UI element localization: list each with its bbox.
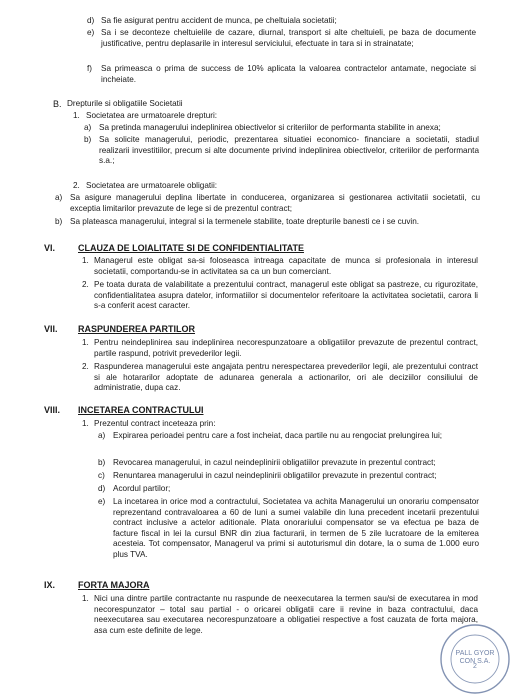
item-text: Sa asigure managerului deplina libertate in conducerea, organizarea si gestionarea activitatii societatii, cu exceptia limitarilor prevazute de lege si de prezentul contract;	[70, 193, 480, 213]
stamp-text-line: PALL GYOR	[455, 650, 495, 657]
item-text: Expirarea perioadei pentru care a fost incheiat, daca partile nu au rengociat prelungirea lui;	[113, 431, 443, 440]
item-text: Renuntarea managerului in cazul neindeplinirii obligatiilor prevazute in prezentul contract;	[113, 471, 437, 480]
item-text: Pe toata durata de valabilitate a prezentului contract, managerul este obligat sa pastreze, cu rigurozitate, confidentialitatea asupra datelor, informatiilor si documentelor referitoare la activitatea societatii, carora li s-a conferit acest caracter.	[94, 280, 478, 311]
section-title: FORTA MAJORA	[78, 580, 150, 590]
item-text: Sa i se deconteze cheltuielile de cazare, diurnal, transport si alte cheltuieli, pe baza de documente justificative, pentru deplasarile in interesul serviciului, efectuate in tara si in strainatate;	[101, 28, 476, 48]
item-label: e)	[98, 497, 106, 506]
item-text: Prezentul contract inceteaza prin:	[94, 419, 216, 428]
company-stamp	[438, 622, 512, 696]
item-label: a)	[98, 431, 106, 440]
item-label: e)	[87, 28, 95, 37]
item-label: f)	[87, 64, 93, 73]
item-label: 2.	[82, 280, 89, 289]
item-label: 1.	[82, 594, 89, 603]
item-text: Sa pretinda managerului indeplinirea obiectivelor si criteriilor de performanta stabilite in anexa;	[99, 123, 441, 132]
item-text: Societatea are urmatoarele obligatii:	[86, 181, 218, 190]
item-label: b)	[98, 458, 106, 467]
item-text: Nici una dintre partile contractante nu raspunde de neexecutarea la termen sau/si de executarea in mod necorespunzator – total sau partial - o oricarei obligatii care ii revine in baza contractului, daca neexecutarea sau executarea necorespunzatoare a obligatiei respective a fost cauzata de forta majora, asa cum este definite de lege.	[94, 594, 478, 635]
item-text: Sa solicite managerului, periodic, prezentarea situatiei economico- financiare a societatii, stadiul realizarii investitiilor, precum si alte documente privind indeplinirea obiectivelor, criteriilor de performanta s.a.;	[99, 135, 479, 166]
stamp-text-line: CON S.A.	[459, 658, 491, 665]
item-text: Sa primeasca o prima de success de 10% aplicata la valoarea contractelor antamate, negociate si incheiate.	[101, 64, 476, 84]
item-text: Sa plateasca managerului, integral si la termenele stabilite, toate drepturile banesti ce i se cuvin.	[70, 217, 420, 226]
section-title: INCETAREA CONTRACTULUI	[78, 405, 204, 415]
item-label: 1.	[82, 419, 89, 428]
item-label: b)	[84, 135, 92, 144]
item-text: Societatea are urmatoarele drepturi:	[86, 111, 218, 120]
item-label: a)	[84, 123, 92, 132]
item-text: Pentru neindeplinirea sau indeplinirea necorespunzatoare a obligatiilor prevazute de prezentul contract, partile raspund, potrivit prevederilor legii.	[94, 338, 478, 358]
item-label: d)	[98, 484, 106, 493]
stamp-number: 2	[473, 663, 477, 670]
item-label: 2.	[73, 181, 80, 190]
item-text: La incetarea in orice mod a contractului, Societatea va achita Managerului un onorariu compensator reprezentand contravaloarea a 60 de luni a sumei valabile din luna precedent incetarii prezentului contract inclusive a actelor aditionale. Plata onorariului compensator se va efectua pe baza de facture fiscal in lei la cursul BNR din ziua facturarii, in termen de 5 zile lucratoare de la emiterea acesteia. Tot compensator, Managerul va primi si autoturismul din dotare, la o suma de 1.000 euro plus TVA.	[113, 497, 479, 559]
item-text: Acordul partilor;	[113, 484, 171, 493]
section-number: VI.	[44, 243, 56, 253]
item-label: 1.	[82, 256, 89, 265]
item-label: c)	[98, 471, 105, 480]
section-number: B.	[53, 99, 62, 109]
item-text: Raspunderea managerului este angajata pentru nerespectarea prevederilor legii, ale prezentului contract si ale hotararilor adoptate de adunarea generala a actionarilor, ori ale deciziilor consiliului de administratie, dupa caz.	[94, 362, 478, 393]
item-label: a)	[55, 193, 63, 202]
item-label: 2.	[82, 362, 89, 371]
item-label: b)	[55, 217, 63, 226]
section-number: VIII.	[44, 405, 61, 415]
item-label: d)	[87, 16, 95, 25]
section-title: Drepturile si obligatiile Societatii	[67, 99, 183, 108]
item-text: Managerul este obligat sa-si foloseasca intreaga capacitate de munca si profesionala in interesul societatii, comportandu-se in activitatea sa ca un bun comerciant.	[94, 256, 478, 276]
section-number: IX.	[44, 580, 56, 590]
item-label: 1.	[82, 338, 89, 347]
section-title: CLAUZA DE LOIALITATE SI DE CONFIDENTIALITATE	[78, 243, 304, 253]
item-text: Sa fie asigurat pentru accident de munca, pe cheltuiala societatii;	[101, 16, 337, 25]
section-number: VII.	[44, 324, 58, 334]
item-text: Revocarea managerului, in cazul neindeplinirii obligatiilor prevazute in prezentul contract;	[113, 458, 436, 467]
item-label: 1.	[73, 111, 80, 120]
section-title: RASPUNDEREA PARTILOR	[78, 324, 196, 334]
